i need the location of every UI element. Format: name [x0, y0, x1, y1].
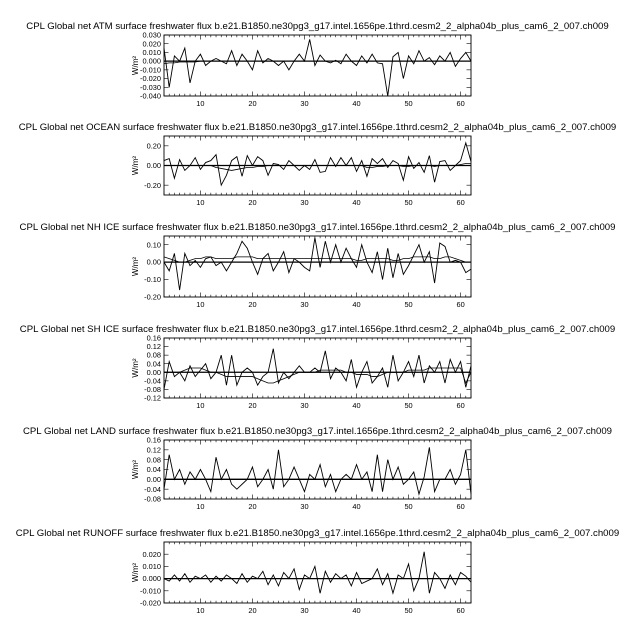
y-tick-label: 0.00 [146, 161, 161, 171]
series-line-raw [164, 39, 471, 96]
x-tick-label: 10 [196, 300, 205, 309]
x-tick-label: 50 [404, 502, 413, 511]
y-tick-label: -0.20 [144, 180, 161, 190]
y-tick-label: 0.20 [146, 141, 161, 151]
y-tick-label: 0.12 [146, 342, 161, 352]
y-tick-label: -0.12 [144, 393, 161, 403]
x-tick-label: 30 [300, 606, 309, 615]
x-tick-label: 20 [248, 606, 257, 615]
plot-frame [164, 338, 471, 398]
y-tick-label: 0.000 [142, 56, 161, 66]
x-tick-label: 40 [352, 99, 361, 108]
y-tick-label: 0.020 [142, 549, 161, 559]
y-axis-label: W/m² [131, 459, 140, 480]
y-tick-label: 0.010 [142, 48, 161, 58]
y-tick-label: 0.12 [146, 445, 161, 455]
x-tick-label: 10 [196, 99, 205, 108]
y-tick-label: -0.030 [140, 82, 161, 92]
x-tick-label: 50 [404, 300, 413, 309]
y-tick-label: 0.16 [146, 435, 161, 445]
chart-panel-2 [19, 122, 617, 207]
x-tick-label: 60 [456, 99, 465, 108]
x-tick-label: 50 [404, 198, 413, 207]
series-line-smoothed [164, 61, 471, 64]
y-tick-label: -0.20 [144, 292, 161, 302]
x-tick-label: 60 [456, 606, 465, 615]
x-tick-label: 60 [456, 401, 465, 410]
chart-panel-1 [26, 21, 608, 108]
y-tick-label: 0.010 [142, 562, 161, 571]
y-axis-label: W/m² [131, 358, 140, 378]
y-axis-label: W/m² [131, 562, 140, 583]
x-tick-label: 60 [456, 502, 465, 511]
x-tick-label: 50 [404, 99, 413, 108]
y-tick-label: 0.030 [142, 30, 161, 40]
x-tick-label: 30 [300, 99, 309, 108]
panel-title: CPL Global net RUNOFF surface freshwater flux b.e21.B1850.ne30pg3_g17.intel.1656pe.1thrd.cesm2_2_alpha04b_plus_cam6_2_007.ch009 [15, 528, 620, 539]
y-tick-label: -0.020 [140, 74, 161, 84]
x-tick-label: 20 [248, 300, 257, 309]
x-tick-label: 20 [248, 198, 257, 207]
chart-panel-3 [20, 222, 616, 309]
panel-title: CPL Global net OCEAN surface freshwater flux b.e21.B1850.ne30pg3_g17.intel.1656pe.1thrd.cesm2_2_alpha04b_plus_cam6_2_007.ch009 [18, 122, 617, 133]
y-tick-label: 0.10 [146, 240, 161, 250]
y-tick-label: 0.00 [146, 257, 161, 267]
panel-title: CPL Global net LAND surface freshwater flux b.e21.B1850.ne30pg3_g17.intel.1656pe.1thrd.cesm2_2_alpha04b_plus_cam6_2_007.ch009 [22, 426, 613, 437]
x-tick-label: 40 [352, 502, 361, 511]
plot-frame [164, 35, 471, 96]
panel-title: CPL Global net SH ICE surface freshwater flux b.e21.B1850.ne30pg3_g17.intel.1656pe.1thrd.cesm2_2_alpha04b_plus_cam6_2_007.ch009 [19, 324, 616, 335]
y-tick-label: -0.010 [140, 586, 161, 596]
x-tick-label: 40 [352, 198, 361, 207]
plot-frame [164, 236, 471, 297]
series-line-raw [164, 349, 471, 390]
panel-title: CPL Global net NH ICE surface freshwater flux b.e21.B1850.ne30pg3_g17.intel.1656pe.1thrd.cesm2_2_alpha04b_plus_cam6_2_007.ch009 [19, 222, 616, 233]
y-tick-label: -0.04 [144, 376, 161, 386]
x-tick-label: 20 [248, 99, 257, 108]
x-tick-label: 10 [196, 606, 205, 615]
y-axis-label: W/m² [131, 256, 140, 277]
panel-title: CPL Global net ATM surface freshwater flux b.e21.B1850.ne30pg3_g17.intel.1656pe.1thrd.cesm2_2_alpha04b_plus_cam6_2_007.ch009 [26, 21, 609, 32]
x-tick-label: 60 [456, 198, 465, 207]
y-tick-label: 0.04 [146, 359, 161, 369]
x-tick-label: 40 [352, 606, 361, 615]
y-tick-label: 0.04 [146, 465, 161, 475]
x-tick-label: 30 [300, 198, 309, 207]
x-tick-label: 50 [404, 401, 413, 410]
x-tick-label: 50 [404, 606, 413, 615]
series-line-raw [164, 143, 471, 185]
y-tick-label: 0.08 [146, 350, 161, 360]
y-tick-label: -0.10 [144, 275, 161, 285]
y-axis-label: W/m² [131, 55, 140, 76]
y-tick-label: -0.08 [144, 385, 161, 395]
series-line-raw [164, 238, 471, 290]
y-tick-label: 0.16 [146, 333, 161, 343]
y-tick-label: -0.04 [144, 484, 161, 494]
series-line-raw [164, 552, 471, 593]
y-axis-label: W/m² [131, 155, 140, 176]
y-tick-label: -0.08 [144, 494, 161, 504]
y-tick-label: -0.020 [140, 598, 161, 608]
y-tick-label: -0.010 [140, 65, 161, 75]
x-tick-label: 20 [248, 401, 257, 410]
y-tick-label: 0.00 [146, 474, 161, 484]
y-tick-label: 0.00 [146, 367, 161, 377]
x-tick-label: 60 [456, 300, 465, 309]
x-tick-label: 10 [196, 502, 205, 511]
y-tick-label: 0.020 [142, 39, 161, 49]
y-tick-label: -0.040 [140, 91, 161, 101]
chart-panel-4 [20, 324, 615, 410]
x-tick-label: 10 [196, 198, 205, 207]
x-tick-label: 40 [352, 401, 361, 410]
x-tick-label: 30 [300, 401, 309, 410]
series-line-raw [164, 447, 471, 494]
x-tick-label: 20 [248, 502, 257, 511]
y-tick-label: 0.000 [142, 574, 161, 584]
x-tick-label: 30 [300, 300, 309, 309]
plot-frame [164, 542, 471, 603]
x-tick-label: 10 [196, 401, 205, 410]
chart-panel-6 [16, 528, 619, 615]
x-tick-label: 40 [352, 300, 361, 309]
chart-panel-5 [23, 426, 612, 511]
y-tick-label: 0.08 [146, 455, 161, 465]
x-tick-label: 30 [300, 502, 309, 511]
